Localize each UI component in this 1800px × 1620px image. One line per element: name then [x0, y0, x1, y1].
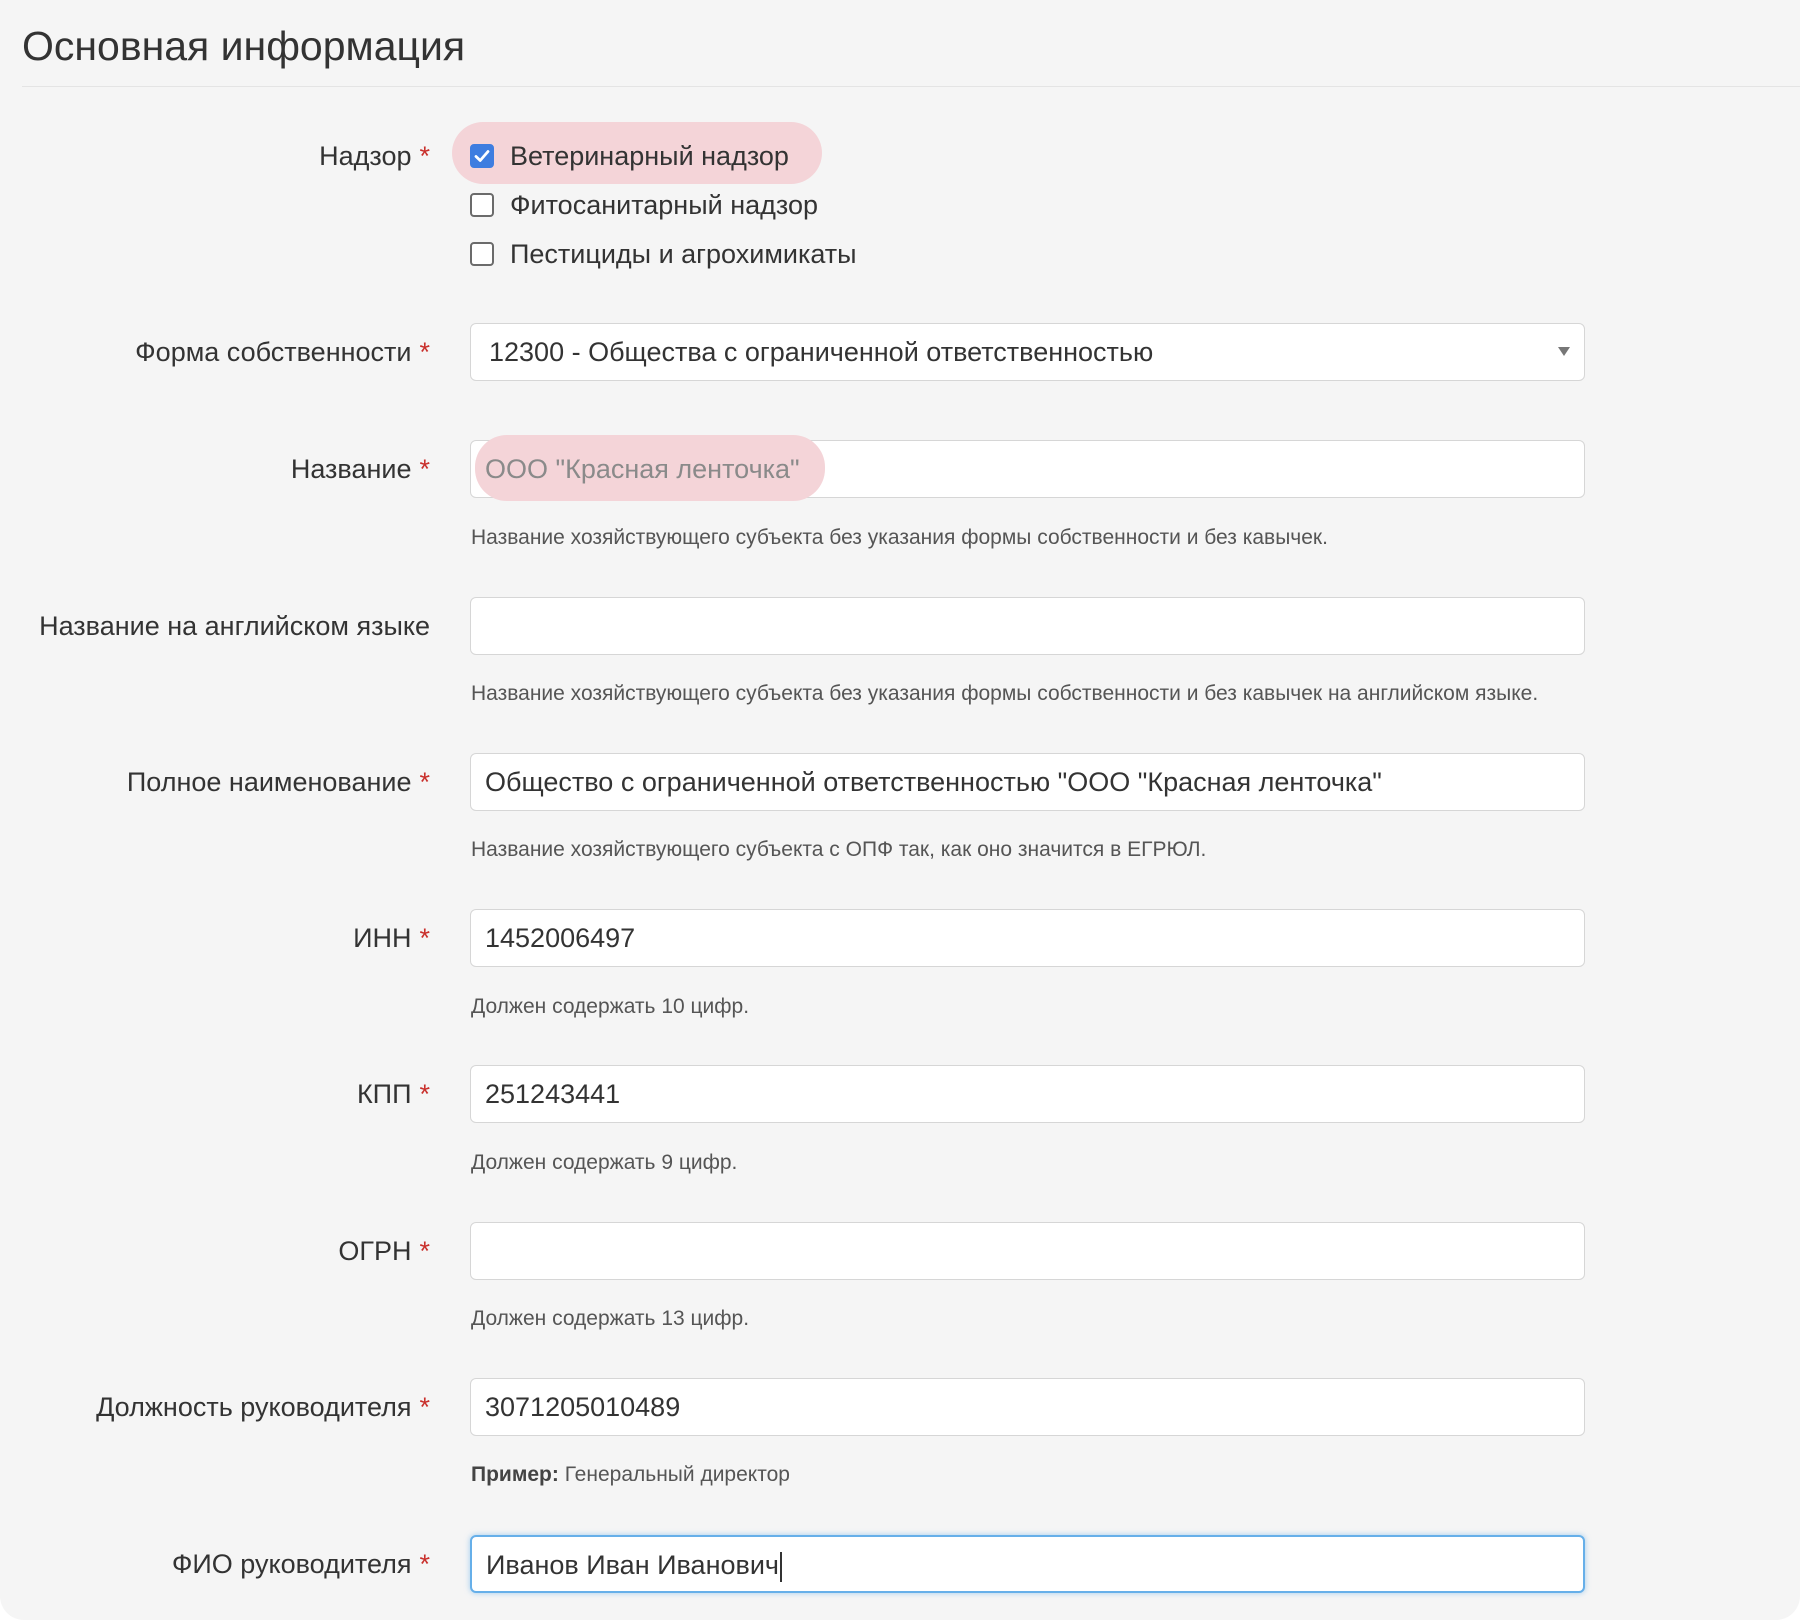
required-mark: * [419, 766, 430, 797]
full-name-input[interactable] [470, 753, 1585, 811]
supervision-label [319, 136, 430, 176]
kpp-input-value: 251243441 [485, 1079, 621, 1109]
head-position-label-text: Должность руководителя [96, 1391, 412, 1422]
name-label-text: Название [290, 453, 412, 484]
checkbox-veterinary[interactable] [470, 136, 789, 176]
dropdown-caret-icon[interactable] [1558, 347, 1570, 356]
ogrn-label [338, 1231, 430, 1271]
ogrn-help: Должен содержать 13 цифр. [471, 1307, 750, 1330]
name-input[interactable] [470, 440, 1585, 498]
full-name-label [127, 762, 430, 802]
checkbox-pesticides-label: Пестициды и агрохимикаты [510, 238, 857, 269]
required-mark: * [419, 453, 430, 484]
checkmark-icon [473, 147, 491, 165]
required-mark: * [419, 140, 430, 171]
inn-help: Должен содержать 10 цифр. [471, 995, 750, 1018]
ownership-label [135, 332, 430, 372]
name-label [291, 449, 430, 489]
head-position-label [96, 1387, 430, 1427]
full-name-input-value: Общество с ограниченной ответственностью "ООО "Красная ленточка" [485, 767, 1382, 797]
inn-input[interactable] [470, 909, 1585, 967]
name-en-input[interactable] [470, 597, 1585, 655]
checkbox-phytosanitary[interactable] [470, 185, 818, 225]
checkbox-phytosanitary-box[interactable] [470, 193, 494, 217]
head-name-input-value [486, 1537, 782, 1593]
head-name-label-text: ФИО руководителя [171, 1548, 412, 1579]
inn-label [353, 918, 430, 958]
required-mark: * [419, 1548, 430, 1579]
ownership-select[interactable] [470, 323, 1585, 381]
required-mark: * [419, 1078, 430, 1109]
head-name-label [172, 1544, 430, 1584]
head-name-input-text: Иванов Иван Иванович [486, 1550, 779, 1580]
head-position-input[interactable] [470, 1378, 1585, 1436]
full-name-help: Название хозяйствующего субъекта с ОПФ так, как оно значится в ЕГРЮЛ. [471, 838, 1207, 861]
inn-input-value: 1452006497 [485, 923, 636, 953]
checkbox-phytosanitary-label: Фитосанитарный надзор [510, 189, 818, 220]
ownership-label-text: Форма собственности [135, 336, 412, 367]
name-en-label-text: Название на английском языке [39, 610, 430, 641]
full-name-label-text: Полное наименование [126, 766, 412, 797]
section-title: Основная информация [22, 23, 466, 69]
required-mark: * [419, 1391, 430, 1422]
ogrn-label-text: ОГРН [338, 1235, 412, 1266]
checkbox-pesticides-box[interactable] [470, 242, 494, 266]
ogrn-input[interactable] [470, 1222, 1585, 1280]
head-name-input[interactable] [470, 1535, 1585, 1593]
required-mark: * [419, 336, 430, 367]
section-divider [22, 86, 1800, 87]
required-mark: * [419, 922, 430, 953]
kpp-label [357, 1074, 430, 1114]
checkbox-pesticides[interactable] [470, 234, 857, 274]
supervision-label-text: Надзор [319, 140, 412, 171]
kpp-help: Должен содержать 9 цифр. [471, 1151, 738, 1174]
head-position-help [471, 1461, 790, 1489]
name-en-help: Название хозяйствующего субъекта без указания формы собственности и без кавычек на английском языке. [471, 682, 1539, 705]
name-input-value: ООО "Красная ленточка" [485, 454, 800, 484]
head-position-input-value: 3071205010489 [485, 1392, 681, 1422]
required-mark: * [419, 1235, 430, 1266]
help-example-prefix: Пример: [471, 1463, 559, 1486]
help-example-text: Генеральный директор [564, 1463, 790, 1486]
text-cursor [780, 1552, 782, 1582]
name-help: Название хозяйствующего субъекта без указания формы собственности и без кавычек. [471, 526, 1328, 549]
kpp-input[interactable] [470, 1065, 1585, 1123]
name-en-label [39, 606, 430, 646]
checkbox-veterinary-label: Ветеринарный надзор [510, 140, 789, 171]
kpp-label-text: КПП [356, 1078, 412, 1109]
inn-label-text: ИНН [353, 922, 412, 953]
checkbox-veterinary-box[interactable] [470, 144, 494, 168]
ownership-select-value: 12300 - Общества с ограниченной ответственностью [489, 337, 1154, 367]
